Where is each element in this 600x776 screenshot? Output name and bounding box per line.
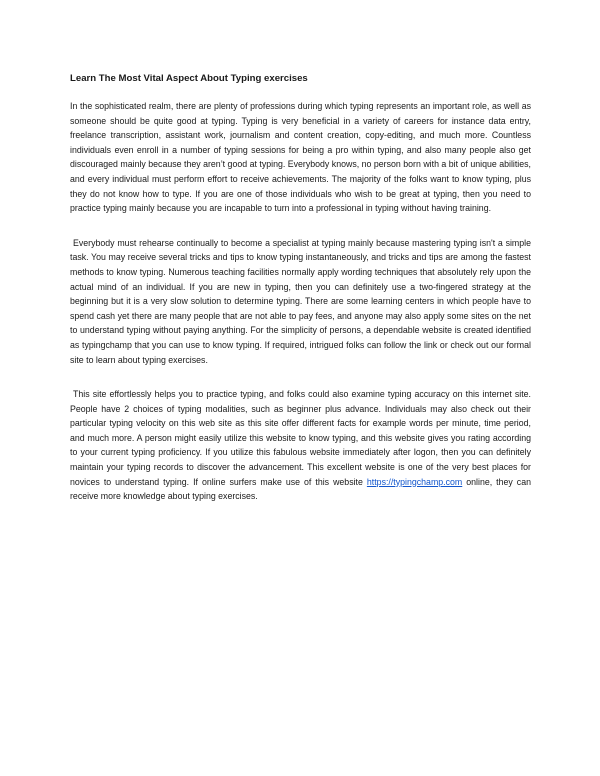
typingchamp-link[interactable]: https://typingchamp.com <box>366 476 463 487</box>
paragraph-1: In the sophisticated realm, there are plenty of professions during which typing represents an important role, as well as someone should be quite good at typing. Typing is very beneficial in a variety of careers for instance data entry, freelance transcription, assistant work, journalism and content creation, copy-editing, and much more. Countless individuals even enroll in a number of typing sessions for being a pro within typing, and also many people also get discouraged mainly because they aren’t good at typing. Everybody knows, no person born with a bit of unique abilities, and every individual must perform effort to receive achievements. The majority of the folks want to know typing, plus they do not know how to type. If you are one of those individuals who wish to be great at typing, then you need to practice typing mainly because you are incapable to turn into a professional in typing without having training. <box>70 101 531 214</box>
document-title: Learn The Most Vital Aspect About Typing exercises <box>70 73 308 84</box>
paragraph-2: Everybody must rehearse continually to become a specialist at typing mainly because mastering typing isn't a simple task. You may receive several tricks and tips to know typing instantaneously, and tricks and tips are among the fastest methods to know typing. Numerous teaching facilities normally apply wording techniques that absolutely rely upon the actual mind of an individual. If you are new in typing, then you can definitely use a two-fingered strategy at the beginning but it is a very slow solution to determine typing. There are some learning centers in which people have to spend cash yet there are many people that are not able to pay fees, and anyone may also apply some sites on the net to understand typing without paying anything. For the simplicity of persons, a dependable website is created identified as typingchamp that you can use to know typing. If required, intrigued folks can follow the link or check out our formal site to learn about typing exercises. <box>70 237 531 365</box>
paragraph-3-text-after-link: online, they can receive more knowledge about typing exercises. <box>70 476 531 502</box>
paragraph-3 <box>70 387 531 504</box>
document-body <box>70 72 531 504</box>
paragraph-3-text-before-link: This site effortlessly helps you to practice typing, and folks could also examine typing accuracy on this internet site. People have 2 choices of typing modalities, such as beginner plus advance. Individuals may also check out their particular typing velocity on this web site as this site offer different facts for example words per minute, time period, and much more. A person might easily utilize this website to know typing, and this website gives you rating according to your current typing proficiency. If you utilize this fabulous website immediately after logon, then you can definitely maintain your typing records to discover the advancement. This excellent website is one of the very best places for novices to understand typing. If online surfers make use of this website <box>70 389 531 487</box>
